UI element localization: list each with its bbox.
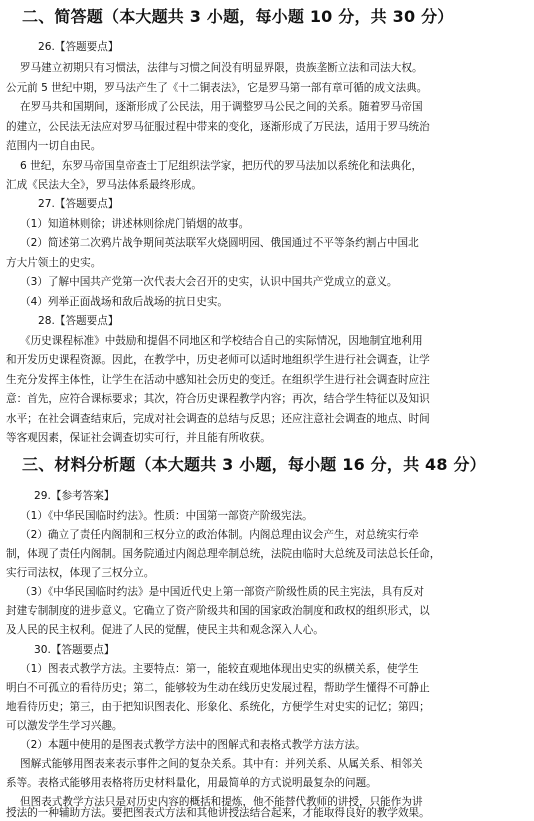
q27-line: （4）列举正面战场和敌后战场的抗日史实。 [20,296,229,308]
q30-line: 授法的一种辅助方法。要把图表式方法和其他讲授法结合起来，才能取得良好的教学效果。 [6,807,430,819]
q28-line: 生充分发挥主体性，让学生在活动中感知社会历史的变迁。在组织学生进行社会调查时应注 [6,374,430,386]
q30-line: 可以激发学生学习兴趣。 [6,720,123,732]
q28-line: 意：首先，应符合课标要求；其次，符合历史课程教学内容；再次，结合学生特征以及知识 [6,393,430,405]
q30-line: 图解式能够用图表来表示事件之间的复杂关系。其中有：并列关系、从属关系、相邻关 [20,758,423,770]
q26-line: 6 世纪，东罗马帝国皇帝查士丁尼组织法学家，把历代的罗马法加以系统化和法典化， [20,160,423,172]
q29-line: （1）《中华民国临时约法》。性质：中国第一部资产阶级宪法。 [20,510,313,522]
q30-line: 地看待历史；第三，由于把知识图表化、形象化、系统化，方便学生对史实的记忆；第四； [6,701,430,713]
q28-line: 和开发历史课程资源。因此，在教学中，历史老师可以适时地组织学生进行社会调查，让学 [6,354,430,366]
q29-line: （3）《中华民国临时约法》是中国近代史上第一部资产阶级性质的民主宪法，具有反对 [20,586,424,598]
q29-line: 实行司法权，体现了三权分立。 [6,567,155,579]
q29-header: 29.【参考答案】 [34,490,115,502]
q30-line: 但图表式教学方法只是对历史内容的概括和提炼，他不能替代教师的讲授，只能作为讲 [20,796,423,808]
q29-line: 及人民的民主权利。促进了人民的觉醒，使民主共和观念深入人心。 [6,624,324,636]
q30-line: （2）本题中使用的是图表式教学方法中的图解式和表格式教学方法方法。 [20,739,366,751]
q26-header: 26.【答题要点】 [38,41,119,53]
section-2-title: 二、简答题（本大题共 3 小题，每小题 10 分，共 30 分） [22,7,454,26]
q30-line: （1）图表式教学方法。主要特点：第一，能较直观地体现出史实的纵横关系，使学生 [20,663,419,675]
section-3-title: 三、材料分析题（本大题共 3 小题，每小题 16 分，共 48 分） [22,455,486,474]
q30-line: 明白不可孤立的看待历史；第二，能够较为生动在线历史发展过程，帮助学生懂得不可静止 [6,682,430,694]
q26-line: 在罗马共和国期间，逐渐形成了公民法，用于调整罗马公民之间的关系。随着罗马帝国 [20,101,423,113]
q27-line: （2）简述第二次鸦片战争期间英法联军火烧圆明园、俄国通过不平等条约割占中国北 [20,237,419,249]
q28-line: 等客观因素，保证社会调查切实可行，并且能有所收获。 [6,432,271,444]
q26-line: 罗马建立初期只有习惯法，法律与习惯之间没有明显界限，贵族垄断立法和司法大权。 [20,62,423,74]
q26-line: 汇成《民法大全》，罗马法体系最终形成。 [6,179,202,191]
q27-line: （3）了解中国共产党第一次代表大会召开的史实，认识中国共产党成立的意义。 [20,276,398,288]
q28-header: 28.【答题要点】 [38,315,119,327]
q26-line: 范围内一切自由民。 [6,140,102,152]
q29-line: 封建专制制度的进步意义。它确立了资产阶级共和国的国家政治制度和政权的组织形式，以 [6,605,430,617]
q28-line: 水平；在社会调查结束后，完成对社会调查的总结与反思；还应注意社会调查的地点、时间 [6,413,430,425]
q27-line: （1）知道林则徐；讲述林则徐虎门销烟的故事。 [20,218,250,230]
q30-header: 30.【答题要点】 [34,644,115,656]
q26-line: 公元前 5 世纪中期，罗马法产生了《十二铜表法》，它是罗马第一部有章可循的成文法典。 [6,82,428,94]
q28-line: 《历史课程标准》中鼓励和提倡不同地区和学校结合自己的实际情况，因地制宜地利用 [20,335,423,347]
q29-line: 制，体现了责任内阁制。国务院通过内阁总理牵制总统，法院由临时大总统及司法总长任命， [6,548,441,560]
q26-line: 的建立，公民法无法应对罗马征服过程中带来的变化，逐渐形成了万民法，适用于罗马统治 [6,121,430,133]
q27-line: 方大片领土的史实。 [6,257,102,269]
q29-line: （2）确立了责任内阁制和三权分立的政治体制。内阁总理由议会产生，对总统实行牵 [20,529,419,541]
q27-header: 27.【答题要点】 [38,198,119,210]
q30-line: 系等。表格式能够用表格将历史材料量化，用最简单的方式说明最复杂的问题。 [6,777,377,789]
